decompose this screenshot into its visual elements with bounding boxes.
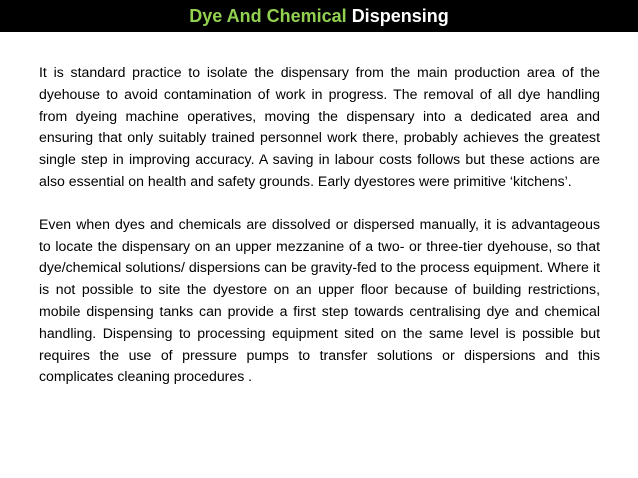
slide-title-highlight: Dye And Chemical [189, 6, 347, 26]
slide-title-rest: Dispensing [351, 6, 449, 26]
slide-title-bar [0, 0, 638, 32]
body-paragraph-2: Even when dyes and chemicals are dissolved or dispersed manually, it is advantageous to locate the dispensary on an upper mezzanine of a two- or three-tier dyehouse, so that dye/chemical solutions/ dispersions can be gravity-fed to the process equipment. Where it is not possible to site the dyestore on an upper floor because of building restrictions, mobile dispensing tanks can provide a first step towards centralising dye and chemical handling. Dispensing to processing equipment sited on the same level is possible but requires the use of pressure pumps to transfer solutions or dispersions and this complicates cleaning procedures . [39, 215, 600, 385]
body-paragraph-1: It is standard practice to isolate the dispensary from the main production area of the dyehouse to avoid contamination of work in progress. The removal of all dye handling from dyeing machine operatives, moving the dispensary into a dedicated area and ensuring that only suitably trained personnel work there, probably achieves the greatest single step in improving accuracy. A saving in labour costs follows but these actions are also essential on health and safety grounds. Early dyestores were primitive ‘kitchens’. [39, 64, 600, 189]
slide-body [39, 62, 600, 388]
